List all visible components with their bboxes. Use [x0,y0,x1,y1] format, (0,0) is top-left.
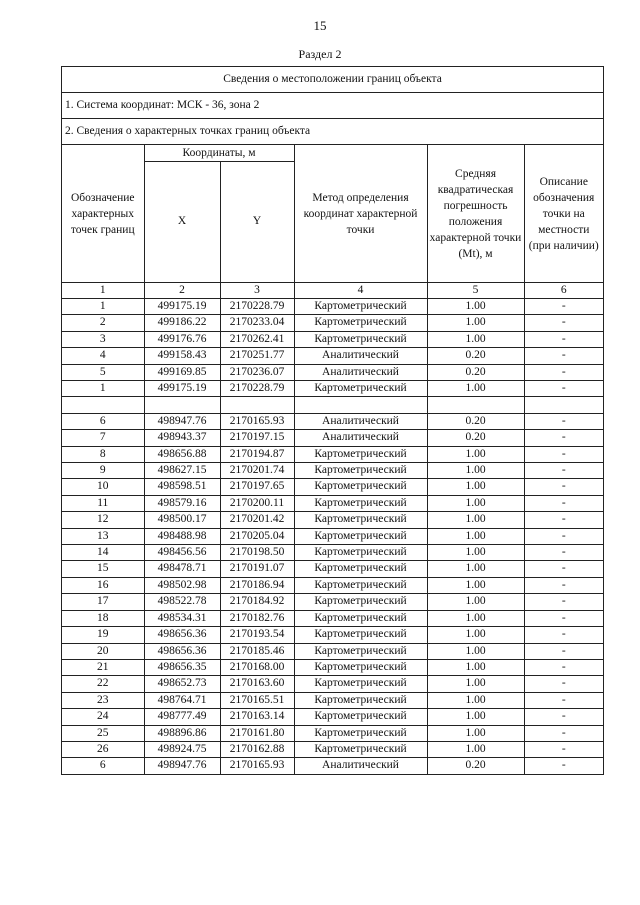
cell-point: 16 [62,577,144,593]
cell-y: 2170162.88 [220,741,294,757]
cell-y: 2170236.07 [220,364,294,380]
column-number: 2 [144,283,220,299]
cell-point: 18 [62,610,144,626]
cell-x: 498947.76 [144,758,220,774]
cell-y: 2170193.54 [220,627,294,643]
cell-y: 2170165.93 [220,758,294,774]
cell-y: 2170251.77 [220,348,294,364]
column-number-row [62,283,603,299]
cell-point: 5 [62,364,144,380]
table-row [62,692,603,708]
header-accuracy: Средняя квадратическая погрешность положения характерной точки (Mt), м [427,145,524,283]
cell-x: 498764.71 [144,692,220,708]
cell-method: Картометрический [294,528,427,544]
cell-y: 2170163.14 [220,709,294,725]
cell-method: Картометрический [294,331,427,347]
cell-x: 499186.22 [144,315,220,331]
cell-method: Картометрический [294,446,427,462]
cell-x: 498652.73 [144,676,220,692]
cell-method: Картометрический [294,299,427,315]
cell-description: - [524,561,603,577]
cell-accuracy [427,397,524,413]
cell-y: 2170185.46 [220,643,294,659]
table-row [62,348,603,364]
cell-description: - [524,331,603,347]
cell-point [62,397,144,413]
cell-method: Картометрический [294,676,427,692]
table-row [62,545,603,561]
cell-point: 11 [62,495,144,511]
cell-description: - [524,315,603,331]
table-row [62,577,603,593]
cell-description: - [524,413,603,429]
table-row [62,676,603,692]
cell-point: 15 [62,561,144,577]
cell-method: Картометрический [294,610,427,626]
cell-description: - [524,528,603,544]
cell-description: - [524,545,603,561]
cell-x: 498488.98 [144,528,220,544]
section-title: Раздел 2 [298,47,342,61]
cell-method: Картометрический [294,315,427,331]
table-row [62,381,603,397]
page-number: 15 [313,18,327,33]
column-number: 4 [294,283,427,299]
cell-method: Картометрический [294,463,427,479]
cell-point: 20 [62,643,144,659]
cell-point: 6 [62,413,144,429]
cell-accuracy: 0.20 [427,758,524,774]
cell-y: 2170191.07 [220,561,294,577]
table-row [62,528,603,544]
table-row [62,299,603,315]
cell-accuracy: 1.00 [427,528,524,544]
cell-point: 2 [62,315,144,331]
cell-y: 2170165.93 [220,413,294,429]
cell-point: 3 [62,331,144,347]
cell-method: Картометрический [294,381,427,397]
cell-description: - [524,577,603,593]
cell-y: 2170198.50 [220,545,294,561]
cell-x: 498656.88 [144,446,220,462]
table-row [62,479,603,495]
cell-method: Картометрический [294,659,427,675]
table-row [62,446,603,462]
coordinate-system-line: 1. Система координат: МСК - 36, зона 2 [62,93,603,119]
cell-description: - [524,430,603,446]
cell-x: 498456.56 [144,545,220,561]
cell-x: 499169.85 [144,364,220,380]
cell-accuracy: 1.00 [427,594,524,610]
cell-method: Картометрический [294,643,427,659]
column-number: 6 [524,283,603,299]
cell-accuracy: 1.00 [427,577,524,593]
cell-method: Картометрический [294,692,427,708]
cell-y: 2170200.11 [220,495,294,511]
cell-method: Картометрический [294,577,427,593]
cell-y [220,397,294,413]
cell-description: - [524,725,603,741]
cell-x: 498534.31 [144,610,220,626]
cell-y: 2170182.76 [220,610,294,626]
cell-accuracy: 0.20 [427,348,524,364]
table-row [62,512,603,528]
cell-accuracy: 1.00 [427,610,524,626]
cell-description [524,397,603,413]
cell-point: 8 [62,446,144,462]
cell-accuracy: 0.20 [427,413,524,429]
cell-point: 7 [62,430,144,446]
cell-x [144,397,220,413]
cell-point: 25 [62,725,144,741]
cell-accuracy: 0.20 [427,364,524,380]
cell-description: - [524,692,603,708]
cell-point: 26 [62,741,144,757]
cell-method: Картометрический [294,495,427,511]
cell-y: 2170197.65 [220,479,294,495]
cell-point: 10 [62,479,144,495]
cell-point: 1 [62,299,144,315]
cell-description: - [524,446,603,462]
cell-y: 2170228.79 [220,299,294,315]
cell-description: - [524,627,603,643]
cell-method: Аналитический [294,364,427,380]
cell-accuracy: 1.00 [427,315,524,331]
cell-y: 2170194.87 [220,446,294,462]
cell-accuracy: 1.00 [427,512,524,528]
column-number: 1 [62,283,144,299]
cell-method: Картометрический [294,709,427,725]
cell-method: Картометрический [294,741,427,757]
table-row [62,413,603,429]
cell-accuracy: 1.00 [427,381,524,397]
cell-accuracy: 1.00 [427,643,524,659]
cell-point: 9 [62,463,144,479]
table-title: Сведения о местоположении границ объекта [62,67,603,93]
cell-point: 13 [62,528,144,544]
cell-point: 24 [62,709,144,725]
table-row [62,430,603,446]
table-row [62,495,603,511]
cell-description: - [524,381,603,397]
cell-x: 498656.35 [144,659,220,675]
cell-point: 23 [62,692,144,708]
cell-x: 498579.16 [144,495,220,511]
cell-y: 2170262.41 [220,331,294,347]
cell-x: 498522.78 [144,594,220,610]
table-row [62,643,603,659]
cell-x: 498500.17 [144,512,220,528]
header-point-designation: Обозначение характерных точек границ [62,145,144,283]
cell-x: 498598.51 [144,479,220,495]
cell-accuracy: 1.00 [427,561,524,577]
cell-x: 498943.37 [144,430,220,446]
cell-x: 498478.71 [144,561,220,577]
table-row [62,758,603,774]
header-x: X [144,162,220,283]
cell-accuracy: 1.00 [427,331,524,347]
header-y: Y [220,162,294,283]
cell-accuracy: 1.00 [427,725,524,741]
cell-y: 2170163.60 [220,676,294,692]
cell-method: Картометрический [294,479,427,495]
cell-x: 498656.36 [144,643,220,659]
cell-method: Картометрический [294,627,427,643]
cell-accuracy: 1.00 [427,479,524,495]
cell-y: 2170161.80 [220,725,294,741]
points-section-heading: 2. Сведения о характерных точках границ объекта [62,119,603,145]
table-row [62,561,603,577]
cell-accuracy: 1.00 [427,545,524,561]
table-row [62,331,603,347]
boundary-table-container [61,66,604,775]
cell-y: 2170186.94 [220,577,294,593]
cell-description: - [524,364,603,380]
table-row [62,315,603,331]
cell-point: 19 [62,627,144,643]
cell-point: 4 [62,348,144,364]
table-row [62,594,603,610]
cell-x: 498896.86 [144,725,220,741]
cell-description: - [524,299,603,315]
cell-x: 498947.76 [144,413,220,429]
table-row [62,364,603,380]
cell-method: Картометрический [294,545,427,561]
cell-x: 499175.19 [144,381,220,397]
cell-method: Картометрический [294,512,427,528]
cell-description: - [524,676,603,692]
cell-description: - [524,463,603,479]
cell-description: - [524,610,603,626]
cell-y: 2170233.04 [220,315,294,331]
table-row [62,741,603,757]
column-number: 5 [427,283,524,299]
cell-point: 17 [62,594,144,610]
cell-accuracy: 1.00 [427,446,524,462]
cell-description: - [524,758,603,774]
cell-y: 2170228.79 [220,381,294,397]
cell-y: 2170165.51 [220,692,294,708]
cell-accuracy: 1.00 [427,463,524,479]
cell-point: 1 [62,381,144,397]
cell-description: - [524,495,603,511]
cell-x: 498627.15 [144,463,220,479]
table-row [62,397,603,413]
cell-accuracy: 1.00 [427,627,524,643]
cell-point: 14 [62,545,144,561]
cell-x: 499175.19 [144,299,220,315]
cell-description: - [524,741,603,757]
cell-y: 2170184.92 [220,594,294,610]
cell-method: Аналитический [294,758,427,774]
column-number: 3 [220,283,294,299]
cell-x: 498656.36 [144,627,220,643]
cell-description: - [524,709,603,725]
table-row [62,463,603,479]
cell-point: 21 [62,659,144,675]
cell-x: 499158.43 [144,348,220,364]
cell-method: Аналитический [294,413,427,429]
cell-description: - [524,594,603,610]
cell-point: 6 [62,758,144,774]
cell-x: 499176.76 [144,331,220,347]
boundary-points-table [62,145,603,774]
cell-y: 2170168.00 [220,659,294,675]
cell-y: 2170197.15 [220,430,294,446]
cell-method: Картометрический [294,594,427,610]
cell-x: 498924.75 [144,741,220,757]
cell-description: - [524,479,603,495]
cell-accuracy: 1.00 [427,692,524,708]
cell-accuracy: 1.00 [427,741,524,757]
cell-point: 22 [62,676,144,692]
cell-description: - [524,512,603,528]
cell-y: 2170201.42 [220,512,294,528]
cell-method: Картометрический [294,561,427,577]
cell-method: Картометрический [294,725,427,741]
cell-description: - [524,643,603,659]
header-coordinates: Координаты, м [144,145,294,162]
cell-description: - [524,659,603,675]
cell-method: Аналитический [294,430,427,446]
table-row [62,709,603,725]
cell-point: 12 [62,512,144,528]
table-row [62,627,603,643]
cell-accuracy: 1.00 [427,709,524,725]
table-row [62,659,603,675]
cell-y: 2170205.04 [220,528,294,544]
table-row [62,610,603,626]
cell-method: Аналитический [294,348,427,364]
cell-accuracy: 1.00 [427,495,524,511]
cell-x: 498777.49 [144,709,220,725]
cell-y: 2170201.74 [220,463,294,479]
cell-accuracy: 0.20 [427,430,524,446]
header-description: Описание обозначения точки на местности (при наличии) [524,145,603,283]
cell-accuracy: 1.00 [427,659,524,675]
table-body [62,283,603,774]
cell-accuracy: 1.00 [427,299,524,315]
table-row [62,725,603,741]
header-method: Метод определения координат характерной точки [294,145,427,283]
cell-description: - [524,348,603,364]
cell-accuracy: 1.00 [427,676,524,692]
cell-x: 498502.98 [144,577,220,593]
cell-method [294,397,427,413]
